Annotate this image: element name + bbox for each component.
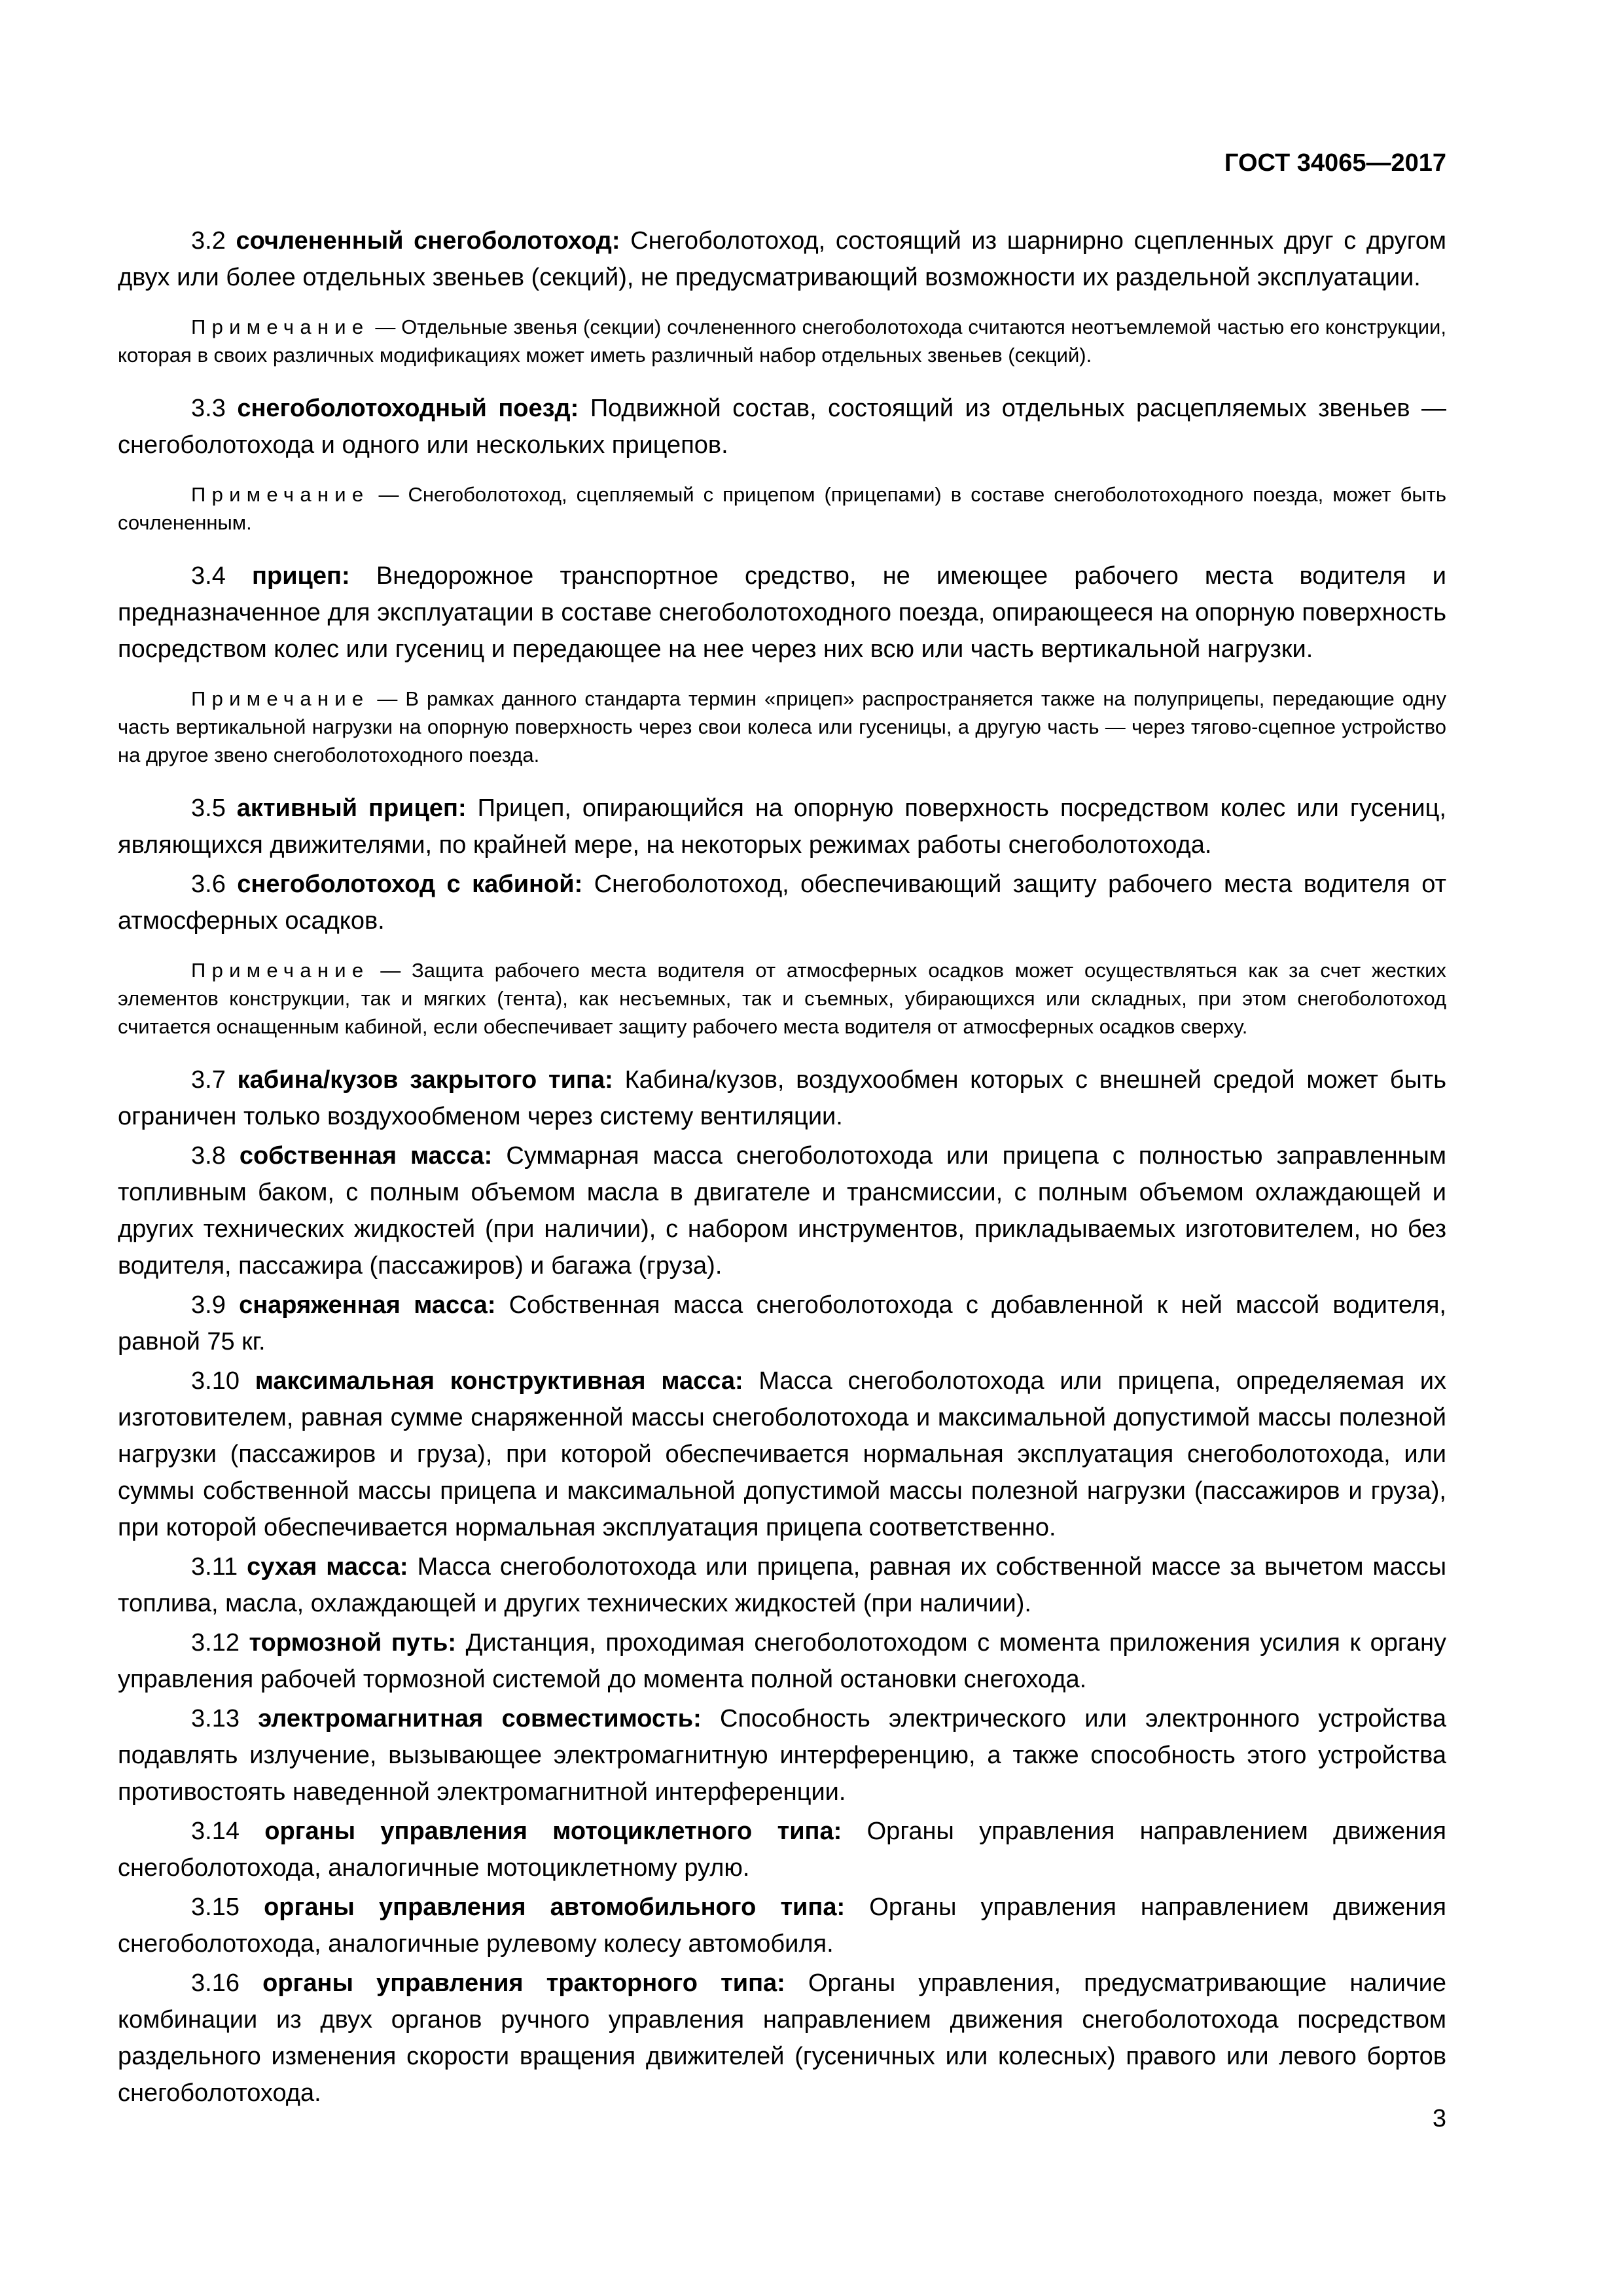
definition-3-3 [118, 390, 1446, 463]
definition-text: Прицеп, опирающийся на опорную поверхность посредством колес или гусениц, являющихся движителями, по крайней мере, на некоторых режимах работы снегоболотохода. [118, 795, 1446, 859]
definition-text: Способность электрического или электронного устройства подавлять излучение, вызывающее электромагнитную интерференцию, а также способность этого устройства противостоять наведенной электромагнитной интерференции. [118, 1705, 1447, 1806]
definition-text: Органы управления направлением движения снегоболотохода, аналогичные мотоциклетному рулю. [118, 1818, 1446, 1882]
term: электромагнитная совместимость: [258, 1705, 702, 1732]
term: снегоболотоход с кабиной: [237, 870, 583, 898]
note-label: Примечание [191, 959, 370, 982]
note-text: — Отдельные звенья (секции) сочлененного снегоболотохода считаются неотъемлемой частью его конструкции, которая в своих различных модификациях может иметь различный набор отдельных звеньев (секций). [118, 315, 1446, 367]
note-3-4 [118, 685, 1446, 769]
term: сочлененный снегоболотоход: [236, 227, 620, 255]
note-3-3 [118, 480, 1446, 537]
definition-3-15 [118, 1889, 1446, 1962]
clause-number: 3.6 [191, 870, 226, 898]
term: сухая масса: [247, 1553, 408, 1581]
document-body [118, 223, 1446, 2111]
clause-number: 3.5 [191, 795, 226, 822]
definition-3-16 [118, 1965, 1446, 2111]
definition-3-14 [118, 1813, 1446, 1886]
term: активный прицеп: [236, 795, 467, 822]
note-text: — Снегоболотоход, сцепляемый с прицепом (прицепами) в составе снегоболотоходного поезда, может быть сочлененным. [118, 483, 1446, 534]
clause-number: 3.14 [191, 1818, 240, 1845]
note-text: — Защита рабочего места водителя от атмосферных осадков может осуществляться как за счет жестких элементов конструкции, так и мягких (тента), как несъемных, так и съемных, убирающихся или складных, при этом снегоболотоход считается оснащенным кабиной, если обеспечивает защиту рабочего места водителя от атмосферных осадков сверху. [118, 959, 1446, 1038]
definition-text: Масса снегоболотохода или прицепа, равная их собственной массе за вычетом массы топлива, масла, охлаждающей и других технических жидкостей (при наличии). [118, 1553, 1447, 1617]
term: органы управления мотоциклетного типа: [264, 1818, 842, 1845]
clause-number: 3.4 [191, 562, 226, 590]
term: кабина/кузов закрытого типа: [237, 1066, 613, 1094]
term: снаряженная масса: [239, 1291, 496, 1319]
clause-number: 3.7 [191, 1066, 226, 1094]
term: органы управления автомобильного типа: [264, 1893, 846, 1921]
term: снегоболотоходный поезд: [237, 395, 579, 422]
note-label: Примечание [191, 687, 370, 710]
definition-text: Подвижной состав, состоящий из отдельных расцепляемых звеньев — снегоболотохода и одного или нескольких прицепов. [118, 395, 1447, 459]
clause-number: 3.12 [191, 1629, 240, 1657]
clause-number: 3.15 [191, 1893, 240, 1921]
clause-number: 3.8 [191, 1142, 226, 1170]
term: максимальная конструктивная масса: [255, 1367, 743, 1395]
term: тормозной путь: [249, 1629, 457, 1657]
definition-text: Снегоболотоход, обеспечивающий защиту рабочего места водителя от атмосферных осадков. [118, 870, 1446, 935]
clause-number: 3.2 [191, 227, 226, 255]
clause-number: 3.3 [191, 395, 226, 422]
definition-3-9 [118, 1287, 1446, 1360]
definition-3-5 [118, 790, 1446, 863]
note-label: Примечание [191, 315, 370, 338]
term: прицеп: [252, 562, 350, 590]
definition-text: Органы управления, предусматривающие наличие комбинации из двух органов ручного управления направлением движения снегоболотохода посредством раздельного изменения скорости вращения движителей (гусеничных или колесных) правого или левого бортов снегоболотохода. [118, 1969, 1447, 2107]
note-3-6 [118, 956, 1446, 1041]
standard-designation: ГОСТ 34065—2017 [1224, 149, 1446, 177]
note-label: Примечание [191, 483, 370, 506]
term: органы управления тракторного типа: [262, 1969, 785, 1997]
definition-3-4 [118, 558, 1446, 668]
definition-text: Органы управления направлением движения снегоболотохода, аналогичные рулевому колесу автомобиля. [118, 1893, 1447, 1958]
clause-number: 3.11 [191, 1553, 238, 1581]
clause-number: 3.13 [191, 1705, 240, 1732]
note-text: — В рамках данного стандарта термин «прицеп» распространяется также на полуприцепы, передающие одну часть вертикальной нагрузки на опорную поверхность через свои колеса или гусеницы, а другую часть — через тягово-сцепное устройство на другое звено снегоболотоходного поезда. [118, 687, 1446, 766]
definition-3-13 [118, 1700, 1446, 1810]
definition-text: Собственная масса снегоболотохода с добавленной к ней массой водителя, равной 75 кг. [118, 1291, 1446, 1355]
definition-3-2 [118, 223, 1446, 296]
definition-3-7 [118, 1062, 1446, 1135]
definition-text: Кабина/кузов, воздухообмен которых с внешней средой может быть ограничен только воздухообменом через систему вентиляции. [118, 1066, 1447, 1130]
definition-3-10 [118, 1363, 1446, 1546]
clause-number: 3.16 [191, 1969, 240, 1997]
definition-3-8 [118, 1138, 1446, 1284]
clause-number: 3.10 [191, 1367, 240, 1395]
definition-text: Внедорожное транспортное средство, не имеющее рабочего места водителя и предназначенное для эксплуатации в составе снегоболотоходного поезда, опирающееся на опорную поверхность посредством колес или гусениц и передающее на нее через них всю или часть вертикальной нагрузки. [118, 562, 1446, 663]
definition-3-6 [118, 866, 1446, 939]
page-number: 3 [1432, 2105, 1446, 2132]
term: собственная масса: [239, 1142, 493, 1170]
note-3-2 [118, 313, 1446, 369]
definition-text: Масса снегоболотохода или прицепа, определяемая их изготовителем, равная сумме снаряженной массы снегоболотохода и максимальной допустимой массы полезной нагрузки (пассажиров и груза), при которой обеспечивается нормальная эксплуатация снегоболотохода, или суммы собственной массы прицепа и максимальной допустимой массы полезной нагрузки (пассажиров и груза), при которой обеспечивается нормальная эксплуатация прицепа соответственно. [118, 1367, 1446, 1541]
definition-text: Суммарная масса снегоболотохода или прицепа с полностью заправленным топливным баком, с полным объемом масла в двигателе и трансмиссии, с полным объемом охлаждающей и других технических жидкостей (при наличии), с набором инструментов, прикладываемых изготовителем, но без водителя, пассажира (пассажиров) и багажа (груза). [118, 1142, 1446, 1280]
clause-number: 3.9 [191, 1291, 226, 1319]
definition-3-11 [118, 1549, 1446, 1622]
definition-text: Снегоболотоход, состоящий из шарнирно сцепленных друг с другом двух или более отдельных звеньев (секций), не предусматривающий возможности их раздельной эксплуатации. [118, 227, 1447, 291]
definition-text: Дистанция, проходимая снегоболотоходом с момента приложения усилия к органу управления рабочей тормозной системой до момента полной остановки снегохода. [118, 1629, 1446, 1693]
definition-3-12 [118, 1624, 1446, 1698]
